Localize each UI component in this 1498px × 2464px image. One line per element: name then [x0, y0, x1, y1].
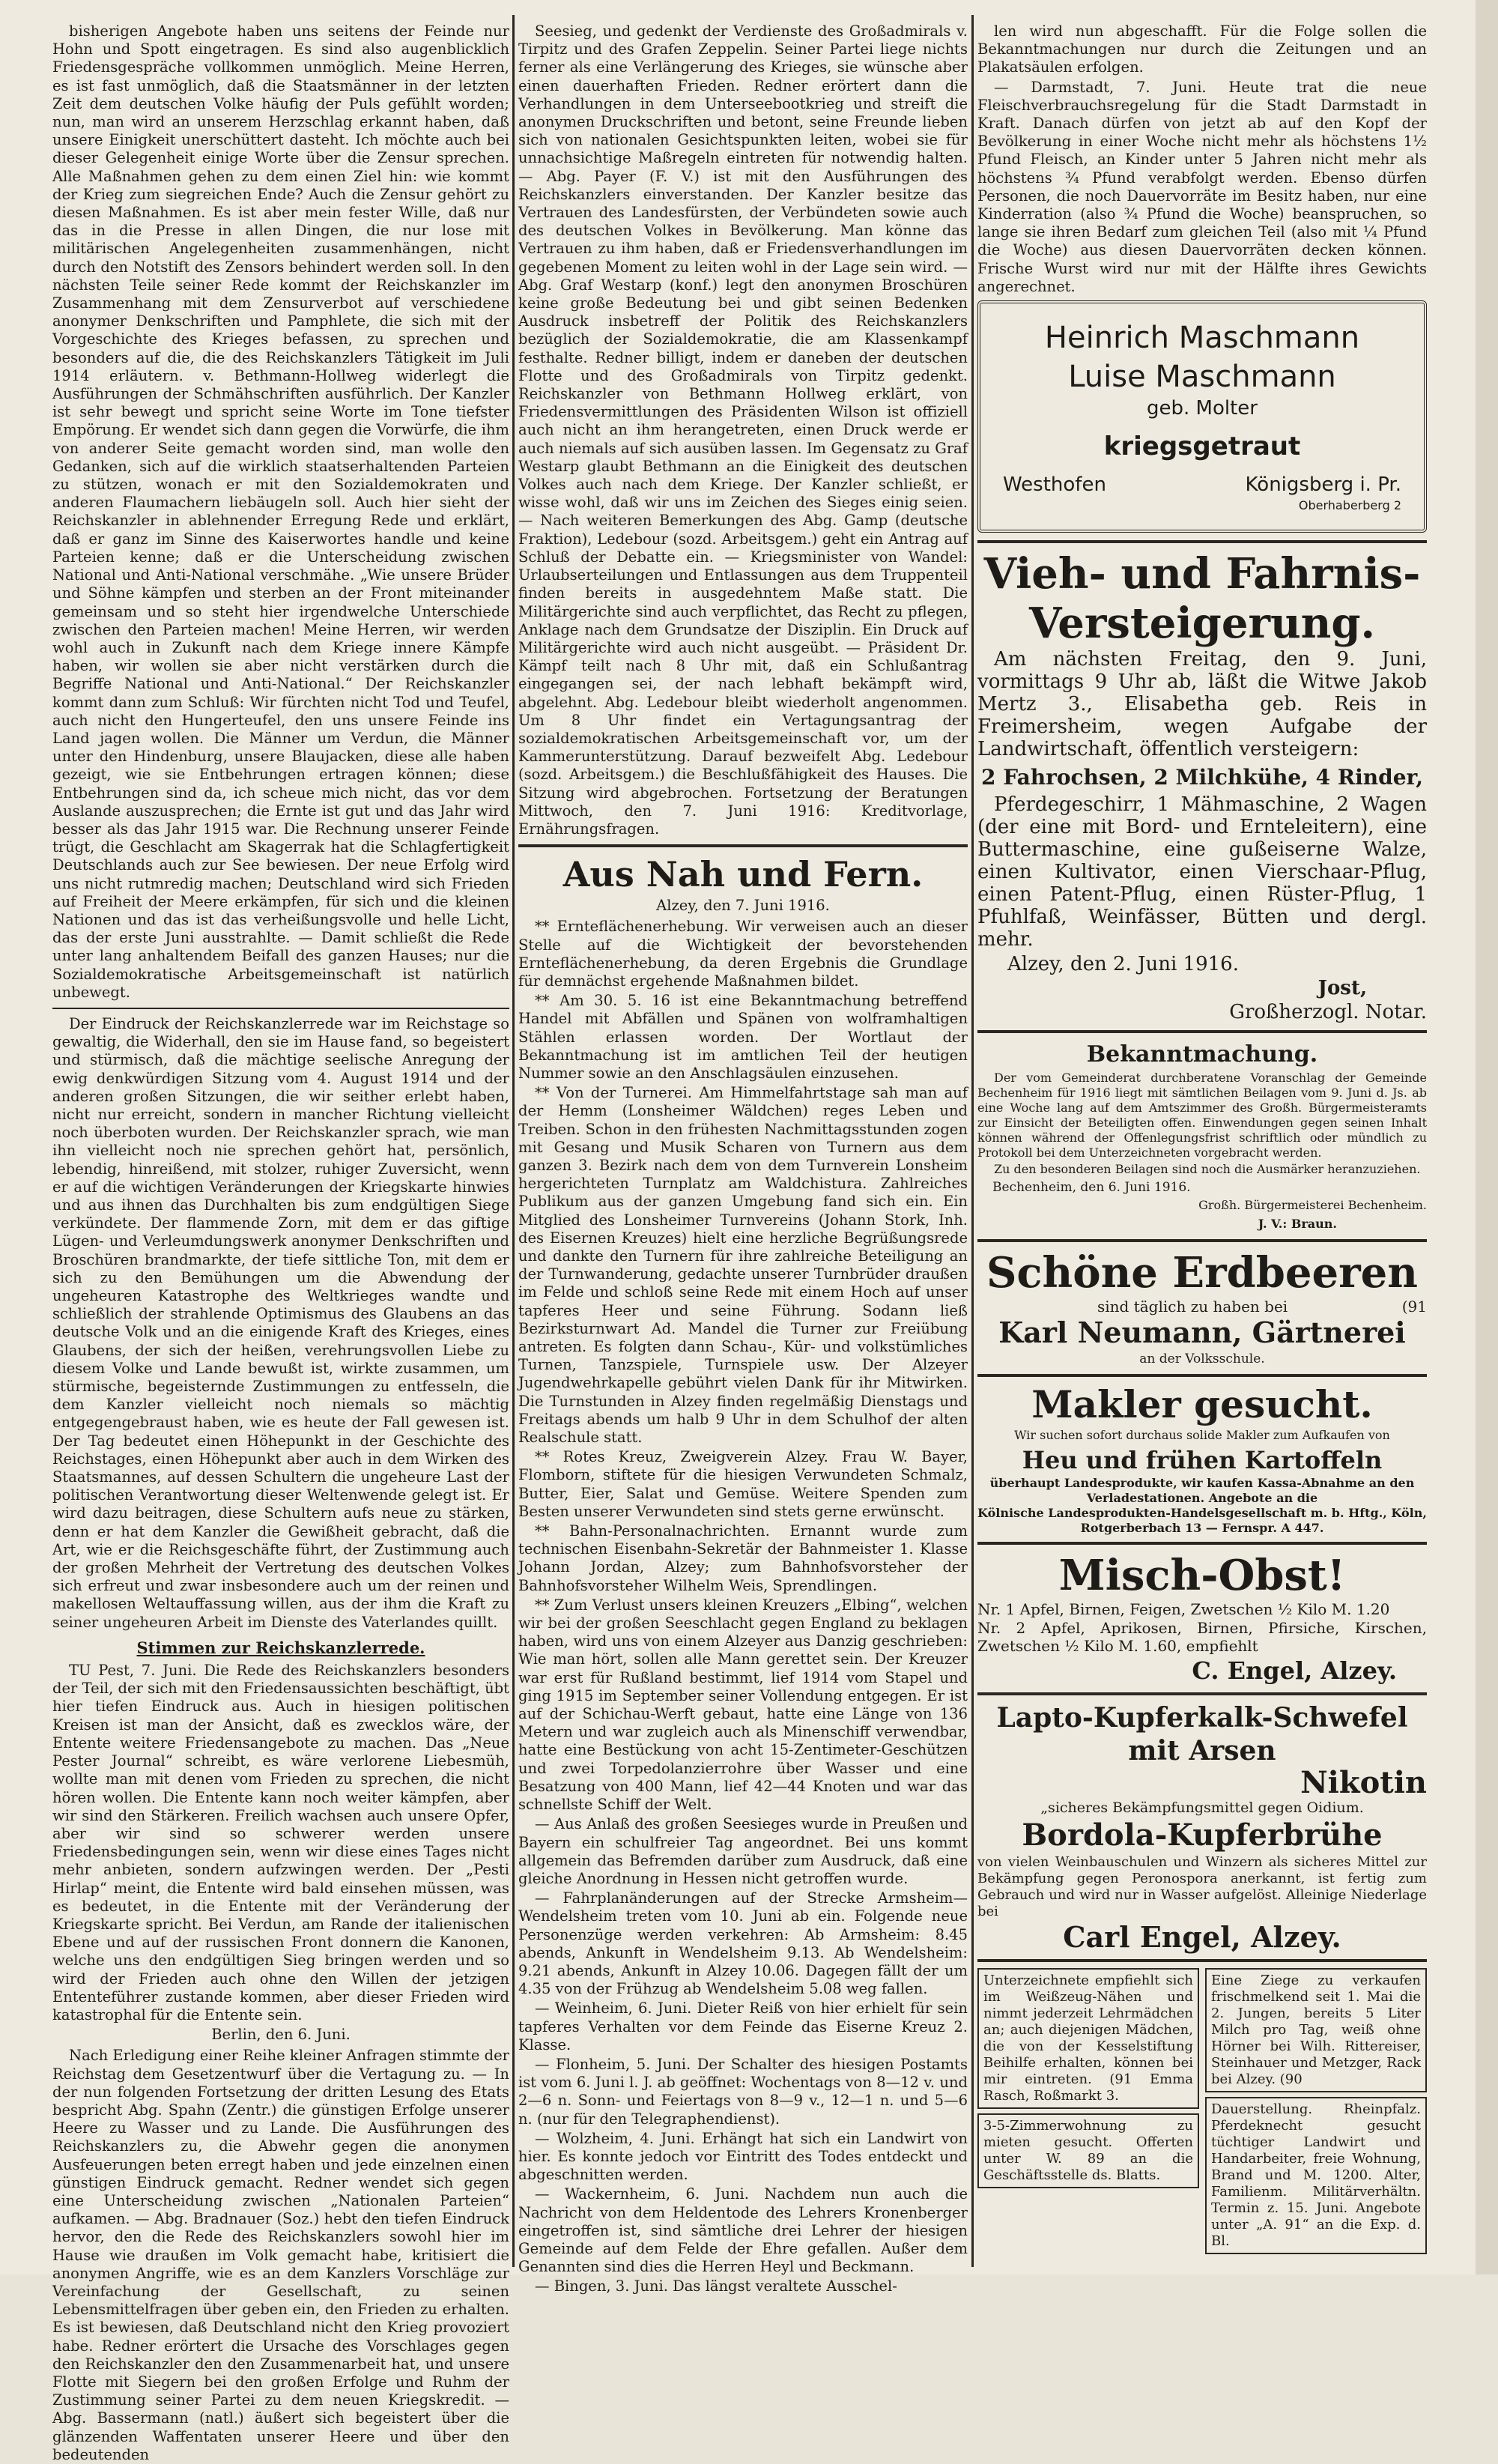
divider	[977, 1959, 1427, 1962]
seller-name: Carl Engel, Alzey.	[1063, 1920, 1341, 1955]
article-text: Seesieg, und gedenkt der Verdienste des Großadmirals v. Tirpitz und des Grafen Zeppelin. Seiner Partei liege nichts ferner als eine Verlängerung des Krieges, sie wünsche aber einen dauerhaften Frieden. Redner erörtert dann die Verhandlungen in dem Unterseebootkrieg und streift die anonymen Druckschriften und betont, seine Freunde lieben sich von nationalen Gesichtspunkten leiten, wobei sie für unnachsichtige Maßregeln eintreten für notwendig halten. — Abg. Payer (F. V.) ist mit den Ausführungen des Reichskanzlers einverstanden. Der Kanzler besitze das Vertrauen des Landesfürsten, der Verbündeten sowie auch des deutschen Volkes in Bevölkerung. Man könne das Vertrauen zu ihm haben, daß er Friedensverhandlungen im gegebenen Moment zu leiten wohl in der Lage sein wird. — Abg. Graf Westarp (konf.) legt den anonymen Broschüren keine große Bedeutung bei und gibt seinen Bedenken Ausdruck insbetreff der Politik des Reichskanzlers bezüglich der Sozialdemokratie, die am Klassenkampf festhalte. Redner billigt, indem er daneben der deutschen Flotte und des Großadmirals von Tirpitz gedenkt. Reichskanzler von Bethmann Hollweg erklärt, von Friedensvermittlungen des Präsidenten Wilson ist offiziell auch nicht an ihm herangetreten, einen Druck werde er auch niemals auf sich ausüben lassen. Im Gegensatz zu Graf Westarp glaubt Bethmann an die Einigkeit des deutschen Volkes auch nach dem Kriege. Der Kanzler schließt, er wisse wohl, daß wir uns im Zeichen des Sieges einig seien. — Nach weiteren Bemerkungen des Abg. Gamp (deutsche Fraktion), Ledebour (sozd. Arbeitsgem.) geht ein Antrag auf Schluß der Debatte ein. — Kriegsminister von Wandel: Urlaubserteilungen und Entlassungen aus dem Truppenteil finden bereits in ausgedehntem Maße statt. Die Militärgerichte sind auch verpflichtet, das Recht zu pflegen, Anklage nach dem Grundsatze der Disziplin. Ein Druck auf Militärgerichte wird auch nicht ausgeübt. — Präsident Dr. Kämpf teilt nach 8 Uhr mit, daß ein Schlußantrag eingegangen sei, der nach lebhaft bekämpft wird, abgelehnt. Abg. Ledebour bleibt wiederholt angenommen. Um 8 Uhr findet ein Vertagungsantrag der sozialdemokratischen Arbeitsgemeinschaft vor, um der Kammerunterstützung. Darauf bezweifelt Abg. Ledebour (sozd. Arbeitsgem.) die Beschlußfähigkeit des Hauses. Die Sitzung wird abgebrochen. Fortsetzung der Beratungen Mittwoch, den 7. Juni 1916: Kreditvorlage, Ernährungsfragen.	[518, 22, 968, 838]
divider	[977, 1692, 1427, 1695]
broker-title: Makler gesucht.	[1031, 1382, 1373, 1427]
news-item: — Weinheim, 6. Juni. Dieter Reiß von hier erhielt für sein tapferes Verhalten vor dem Feinde das Eiserne Kreuz 2. Klasse.	[518, 2000, 968, 2053]
column-rule	[512, 15, 515, 2267]
ad-reference: (91	[1401, 1297, 1427, 1316]
news-item: — Bingen, 3. Juni. Das längst veraltete Ausschel-	[535, 2277, 897, 2295]
broker-company: Kölnische Landesprodukten-Handelsgesellschaft m. b. Hftg., Köln, Rotgerberbach 13 — Fernspr. A 447.	[977, 1506, 1427, 1536]
groom-name: Heinrich Maschmann	[1044, 321, 1360, 356]
place-right: Königsberg i. Pr.	[1245, 473, 1401, 497]
news-item: — Fahrplanänderungen auf der Strecke Armsheim—Wendelsheim treten vom 10. Juni ab ein. Folgende neue Personenzüge werden verkehren: Ab Armsheim: 8.45 abends, Ankunft in Wendelsheim 9.13. Ab Wendelsheim: 9.21 abends, Ankunft in Alzey 10.06. Dagegen fällt der um 4.35 von der Frühzug ab Wendelsheim 5.08 weg fallen.	[518, 1889, 968, 1998]
auction-ad	[977, 549, 1427, 1024]
divider	[977, 1030, 1427, 1033]
article-text: TU Pest, 7. Juni. Die Rede des Reichskanzlers besonders der Teil, der sich mit den Friedensaussichten beschäftigt, übt hier tiefen Eindruck aus. Auch in hiesigen politischen Kreisen ist man der Ansicht, daß es zwecklos wäre, der Entente weitere Friedensangebote zu machen. Das „Neue Pester Journal“ schreibt, es wäre verlorene Liebesmüh, wollte man mit denen vom Frieden zu sprechen, die nicht hören wollen. Die Entente kann noch weiter kämpfen, aber wir sind den Stärkeren. Freilich wachsen auch unsere Opfer, aber wir sind so schwerer werden unsere Friedensbedingungen sein, wenn wir diese eines Tages nicht mehr anbieten, sondern aufzwingen werden. Der „Pesti Hirlap“ meint, die Entente wird bald einsehen müssen, was es bedeutet, in die Entente mit der Veränderung der Kriegskarte spricht. Bei Verdun, am Rande der italienischen Ebene und auf der russischen Front donnern die Kanonen, welche uns den endgültigen Sieg bringen werden und so wird der Frieden auch ohne den Willen der jetzigen Ententeführer zustande kommen, aber dieser Frieden wird katastrophal für die Entente sein.	[52, 1662, 509, 2023]
dateline: Berlin, den 6. Juni.	[211, 2026, 351, 2044]
gardener-name: Karl Neumann, Gärtnerei	[998, 1316, 1406, 1350]
article-heading: Stimmen zur Reichskanzlerrede.	[136, 1638, 425, 1657]
news-item: — Wolzheim, 4. Juni. Erhängt hat sich ein Landwirt von hier. Es konnte jedoch vor Eintritt des Todes entdeckt und abgeschnitten werden.	[518, 2129, 968, 2184]
wedding-places	[1003, 473, 1401, 497]
notice-title: Bekanntmachung.	[1086, 1041, 1318, 1068]
gardener-address: an der Volksschule.	[1139, 1351, 1265, 1367]
divider	[977, 1374, 1427, 1377]
news-item: — Flonheim, 5. Juni. Der Schalter des hiesigen Postamts ist vom 6. Juni l. J. ab geöffnet: Wochentags von 8—12 v. und 2—6 n. Sonn- und Feiertags von 8—9 v., 12—1 n. und 5—6 n. (nur für den Telegraphendienst).	[518, 2055, 968, 2128]
product-line: „sicheres Bekämpfungsmittel gegen Oidium.	[1040, 1799, 1364, 1817]
product-title: Lapto-Kupferkalk-Schwefel mit Arsen	[996, 1702, 1408, 1767]
notice-office: Großh. Bürgermeisterei Bechenheim.	[1198, 1198, 1427, 1213]
bride-maiden-name: geb. Molter	[1147, 397, 1258, 420]
place-left: Westhofen	[1003, 473, 1106, 497]
goat-ad: Eine Ziege zu verkaufen frischmelkend seit 1. Mai die 2. Jungen, bereits 5 Liter Milch pro Tag, weiß ohne Hörner bei Wilh. Rittereiser, Steinhauer und Metzger, Rack bei Alzey. (90	[1205, 1968, 1427, 2092]
notice-note: Zu den besonderen Beilagen sind noch die Ausmärker heranzuziehen.	[994, 1162, 1421, 1177]
article-text: Nach Erledigung einer Reihe kleiner Anfragen stimmte der Reichstag dem Gesetzentwurf über die Vertagung zu. — In der nun folgenden Fortsetzung der dritten Lesung des Etats bespricht Abg. Spahn (Zentr.) die günstigen Erfolge unserer Heere zu Wasser und zu Lande. Die Ausführungen des Reichskanzlers zu, die Abwehr gegen die anonymen Ausfeuerungen beten erregt haben und jede einzelnen einen günstigen Eindruck gemacht. Redner wendet sich gegen eine Unterscheidung zwischen „Nationalen Parteien“ aufkamen. — Abg. Bradnauer (Soz.) hebt den tiefen Eindruck hervor, den die Rede des Reichskanzlers sowohl hier im Hause wie draußen im Volk gemacht habe, kritisiert die anonymen Angriffe, wie es an dem Kanzlers Vorschläge zur Vereinfachung der Gesellschaft, zu seinen Lebensmittelfragen über geben ein, den Frieden zu erhalten. Es ist bewiesen, daß Deutschland nicht den Krieg provoziert habe. Redner erörtert die Ursache des Vorschlages gegen den Reichskanzler den den Zusammenarbeit hat, und unsere Flotte mit Siegern bei den großen Erfolge und Ruhm der Zustimmung seiner Partei zu dem neuen Kriegskredit. — Abg. Bassermann (natl.) äußert sich begeistert über die glänzenden Waffentaten unserer Heere und über den bedeutenden	[52, 2047, 509, 2463]
section-title: Aus Nah und Fern.	[562, 854, 924, 895]
product-line: von vielen Weinbauschulen und Winzern als sicheres Mittel zur Bekämpfung gegen Peronospora anerkannt, ist fertig zum Gebrauch und wird nur in Wasser aufgelöst. Alleinige Niederlage bei	[977, 1854, 1427, 1920]
news-item: ** Von der Turnerei. Am Himmelfahrtstage sah man auf der Hemm (Lonsheimer Wäldchen) reges Leben und Treiben. Schon in den frühesten Nachmittagsstunden zogen mit Gesang und Musik Scharen von Turnern aus dem ganzen 3. Bezirk nach dem von dem Turnverein Lonsheim hergerichteten Turnplatz am Waldchistura. Zahlreiches Publikum aus der ganzen Umgebung fand sich ein. Ein Mitglied des Lonsheimer Turnvereins (Johann Stork, Inh. des Eisernen Kreuzes) hielt eine herzliche Begrüßungsrede und dankte den Turnern für ihre zahlreiche Beteiligung an der Turnwanderung, gedachte unserer Turnbrüder draußen im Felde und schloß seine Rede mit einem Hoch auf unser tapferes Heer und seine Führung. Sodann ließ Bezirksturnwart Ad. Mandel die Turner zur Freiübung antreten. Es folgten dann Schau-, Kür- und volkstümliches Turnen, Tanzspiele, Turnspiele usw. Der Alzeyer Jugendwehrkapelle gebührt vielen Dank für ihr Mitwirken. Die Turnstunden in Alzey finden regelmäßig Dienstags und Freitags abends um halb 9 Uhr in dem Schulhof der alten Realschule statt.	[518, 1084, 968, 1447]
column-1	[52, 22, 509, 2463]
broker-ad	[977, 1383, 1427, 1536]
strawberry-ad	[977, 1248, 1427, 1368]
news-item: ** Rotes Kreuz, Zweigverein Alzey. Frau W. Bayer, Flomborn, stiftete für die hiesigen Verwundeten Schmalz, Butter, Eier, Salat und Gemüse. Weitere Spenden zum Besten unserer Verwundeten sind stets gerne erwünscht.	[518, 1448, 968, 1520]
product-title: Bordola-Kupferbrühe	[1022, 1817, 1383, 1853]
wedding-announcement	[977, 300, 1427, 533]
strawberry-line: sind täglich zu haben bei	[1097, 1297, 1288, 1316]
auction-title-2: Versteigerung.	[1028, 599, 1376, 649]
article-text: Der Eindruck der Reichskanzlerrede war im Reichstage so gewaltig, die Widerhall, den sie im Hause fand, so begeistert und stürmisch, daß die mächtige seelische Anregung der ewig denkwürdigen Sitzung vom 4. August 1914 und der anderen großen Sitzungen, die wir seither erlebt haben, nicht nur erreicht, sondern in mancher Richtung vielleicht noch überboten wurden. Der Reichskanzler sprach, wie man ihn vielleicht noch nie sprechen gehört hat, persönlich, lebendig, hinreißend, mit stolzer, ruhiger Zuversicht, wenn er auf die wichtigen Veränderungen der Kriegskarte hinwies und aus ihnen das Durchhalten bis zum endgültigen Siege verkündete. Der flammende Zorn, mit dem er das giftige Lügen- und Verleumdungswerk anonymer Denkschriften und Broschüren brandmarkte, der tiefe sittliche Ton, mit dem er sich zu den Bemühungen um die Abwendung der ungeheuren Katastrophe des Weltkrieges wandte und schließlich der strahlende Optimismus des Glaubens an das deutsche Volk und an die einigende Kraft des Krieges, eines Glaubens, der sich der heißen, verehrungsvollen Liebe zu diesem Volke und Lande bewußt ist, wirkte zusammen, um stürmische, begeisternde Zustimmungen zu entfesseln, die dem Kanzler vielleicht noch niemals so mächtig entgegengebraust haben, wie es heute der Fall gewesen ist. Der Tag bedeutet einen Höhepunkt in der Geschichte des Reichstages, einen Höhepunkt aber auch in dem Wirken des Staatsmannes, auf dessen Schultern die ungeheure Last der politischen Verantwortung dieser Weltenwende gelegt ist. Er wird dazu beitragen, diese Schultern aufs neue zu stärken, denn er hat dem Kanzler die Gewißheit gebracht, daß die Art, wie er die Reichsgeschäfte führt, der Zustimmung auch der großen Mehrheit der Vertretung des deutschen Volkes sich erfreut und zwar insbesondere auch um der reinen und makellosen Weltauffassung willen, aus der ihm die Kraft zu seiner ungeheuren Arbeit im Dienste des Vaterlandes quillt.	[52, 1014, 509, 1631]
news-item: ** Ernteflächenerhebung. Wir verweisen auch an dieser Stelle auf die Wichtigkeit der bevorstehenden Ernteflächenerhebung, da deren Ergebnis die Grundlage für demnächst ergehende Maßnahmen bildet.	[518, 918, 968, 990]
news-item: — Aus Anlaß des großen Seesieges wurde in Preußen und Bayern ein schulfreier Tag angeordnet. Bei uns kommt allgemein das Befremden darüber zum Ausdruck, daß eine gleiche Anordnung in Hessen nicht getroffen wurde.	[518, 1815, 968, 1887]
article-text: len wird nun abgeschafft. Für die Folge sollen die Bekanntmachungen nur durch die Zeitungen und an Plakatsäulen erfolgen.	[977, 22, 1427, 76]
news-item: ** Zum Verlust unsers kleinen Kreuzers „Elbing“, welchen wir bei der großen Seeschlacht gegen England zu beklagen haben, wird uns von einem Alzeyer aus Danzig geschrieben: Wie man hört, sollen alle Mann gerettet sein. Der Kreuzer war erst für Rußland bestimmt, lief 1914 vom Stapel und ging 1915 im September seiner Vollendung entgegen. Er ist auf der Schichau-Werft gebaut, hatte eine Länge von 136 Metern und war zugleich auch als Minenschiff verwendbar, hatte eine Bestückung von acht 15-Zentimeter-Geschützen und zwei Torpedolanzierrohre über Wasser und eine Besatzung von 400 Mann, lief 42—44 Knoten und war das schnellste Schiff der Welt.	[518, 1596, 968, 1814]
news-item: ** Am 30. 5. 16 ist eine Bekanntmachung betreffend Handel mit Abfällen und Spänen von wolframhaltigen Stählen erlassen worden. Der Wortlaut der Bekanntmachung ist im amtlichen Teil der heutigen Nummer sowie an den Anschlagsäulen einzusehen.	[518, 992, 968, 1082]
broker-line: Wir suchen sofort durchaus solide Makler zum Aufkaufen von	[1014, 1428, 1390, 1443]
dateline: Alzey, den 7. Juni 1916.	[656, 897, 830, 915]
divider	[977, 540, 1427, 543]
divider	[977, 1542, 1427, 1545]
copper-spray-ad	[977, 1701, 1427, 1953]
column-2	[518, 22, 968, 2295]
divider	[52, 1008, 509, 1009]
mixed-fruit-ad	[977, 1551, 1427, 1686]
classified-right	[1205, 1968, 1427, 2256]
strawberry-title: Schöne Erdbeeren	[986, 1247, 1419, 1298]
notice-signer: J. V.: Braun.	[1258, 1216, 1337, 1231]
seller-name: C. Engel, Alzey.	[1192, 1656, 1397, 1686]
flat-wanted-ad: 3-5-Zimmerwohnung zu mieten gesucht. Offerten unter W. 89 an die Geschäftsstelle ds. Blatts.	[977, 2113, 1199, 2188]
mixed-fruit-title: Misch-Obst!	[1058, 1551, 1346, 1601]
column-3	[977, 22, 1427, 2259]
seamstress-ad: Unterzeichnete empfiehlt sich im Weißzeug-Nähen und nimmt jederzeit Lehrmädchen an; auch diejenigen Mädchen, die von der Kesselstiftung Beihilfe erhalten, können bei mir eintreten. (91 Emma Rasch, Roßmarkt 3.	[977, 1968, 1199, 2109]
price-line: Nr. 2 Apfel, Aprikosen, Birnen, Pfirsiche, Kirschen, Zwetschen ½ Kilo M. 1.60, empfiehlt	[977, 1618, 1427, 1655]
divider	[518, 844, 968, 847]
broker-goods: Heu und frühen Kartoffeln	[1022, 1446, 1383, 1475]
notice-date: Bechenheim, den 6. Juni 1916.	[992, 1180, 1191, 1196]
auction-body: Pferdegeschirr, 1 Mähmaschine, 2 Wagen (der eine mit Bord- und Ernteleitern), eine Buttermaschine, eine gußeiserne Walze, einen Kultivator, einen Vierschaar-Pflug, einen Patent-Pflug, einen Rüster-Pflug, 1 Pfuhlfaß, Weinfässer, Bütten und dergl. mehr.	[977, 793, 1427, 951]
bride-name: Luise Maschmann	[1068, 360, 1336, 395]
classified-left	[977, 1968, 1199, 2256]
auction-body: Am nächsten Freitag, den 9. Juni, vormittags 9 Uhr ab, läßt die Witwe Jakob Mertz 3., Elisabetha geb. Reis in Freimersheim, wegen Aufgabe der Landwirtschaft, öffentlich versteigern:	[977, 648, 1427, 761]
news-item: — Wackernheim, 6. Juni. Nachdem nun auch die Nachricht von dem Heldentode des Lehrers Kronenberger eingetroffen ist, sind sämtliche drei Lehrer der hiesigen Gemeinde auf dem Felde der Ehre gefallen. Außer dem Genannten sind dies die Herren Heyl und Beckmann.	[518, 2185, 968, 2276]
address: Oberhaberberg 2	[1298, 498, 1401, 513]
auction-items: 2 Fahrochsen, 2 Milchkühe, 4 Rinder,	[980, 765, 1424, 790]
broker-line: überhaupt Landesprodukte, wir kaufen Kassa-Abnahme an den Verladestationen. Angebote an die	[989, 1476, 1415, 1506]
news-item: — Darmstadt, 7. Juni. Heute trat die neue Fleischverbrauchsregelung für die Stadt Darmstadt in Kraft. Danach dürfen von jetzt ab auf den Kopf der Bevölkerung in einer Woche nicht mehr als höchstens 1½ Pfund Fleisch, an Kinder unter 5 Jahren nicht mehr als höchstens ¾ Pfund verabfolgt werden. Ebenso dürfen Personen, die noch Dauervorräte im Besitz haben, nur eine Kinderration (also ¾ Pfund die Woche) beanspruchen, so lange sie ihren Bedarf zum gleichen Teil (also mit ¼ Pfund die Woche) aus diesen Dauervorräten decken können. Frische Wurst wird nur mit der Hälfte ihres Gewichts angerechnet.	[977, 78, 1427, 295]
divider	[977, 1239, 1427, 1242]
groom-wanted-ad: Dauerstellung. Rheinpfalz. Pferdeknecht gesucht tüchtiger Landwirt und Handarbeiter, freie Wohnung, Brand und M. 1200. Alter, Familienm. Militärverhältn. Termin z. 15. Juni. Angebote unter „A. 91“ an die Exp. d. Bl.	[1205, 2097, 1427, 2254]
column-rule	[971, 15, 974, 2267]
classified-ads	[977, 1968, 1427, 2256]
page-edge	[1476, 0, 1498, 2274]
auction-title-1: Vieh- und Fahrnis-	[983, 549, 1421, 599]
notary-name: Jost,	[1317, 977, 1367, 1000]
public-notice	[977, 1039, 1427, 1233]
news-item: ** Bahn-Personalnachrichten. Ernannt wurde zum technischen Eisenbahn-Sekretär der Bahnmeister 1. Klasse Johann Jordan, Alzey; zum Bahnhofsvorsteher der Bahnhofsvorsteher Wilhelm Weis, Sprendlingen.	[518, 1522, 968, 1594]
wedding-title: kriegsgetraut	[1103, 432, 1301, 462]
product-title: Nikotin	[1300, 1765, 1427, 1801]
article-text: bisherigen Angebote haben uns seitens der Feinde nur Hohn und Spott eingetragen. Es sind also augenblicklich Friedensgespräche vollkommen unmöglich. Meine Herren, es ist fast unmöglich, daß die Staatsmänner in der letzten Zeit dem deutschen Volke häufig der Puls gefühlt worden; nun, man wird an unserem Herzschlag erkannt haben, daß unsere Einigkeit unerschüttert dasteht. Ich möchte auch bei dieser Gelegenheit einige Worte über die Zensur sprechen. Alle Maßnahmen gehen zu dem einen Ziel hin: wie kommt der Krieg zum siegreichen Ende? Auch die Zensur gehört zu diesen Maßnahmen. Es ist aber mein fester Wille, daß nur das in die Presse in allen Dingen, die nur lose mit militärischen Angelegenheiten zusammenhängen, nicht durch den Notstift des Zensors behindert werden soll. In den nächsten Teile seiner Rede kommt der Reichskanzler im Zusammenhang mit dem Zensurverbot auf verschiedene anonymer Denkschriften und Pamphlete, die sich mit der Vorgeschichte des Krieges befassen, zu sprechen und besonders auf die, die des Reichskanzlers Tätigkeit im Juli 1914 erläutern. v. Bethmann-Hollweg widerlegt die Ausführungen der Schmähschriften ausführlich. Der Kanzler ist sehr bewegt und spricht seine Worte im Tone tiefster Empörung. Er wendet sich dann gegen die Vorwürfe, die ihm von anderer Seite gemacht worden sind, man wolle den Gedanken, sich auf die wirklich staatserhaltenden Parteien zu stützen, wonach er mit den Sozialdemokraten und anderen Flaumachern liebäugeln soll. Auch hier sieht der Reichskanzler in ablehnender Erregung Rede und erklärt, daß er ganz im Sinne des Kaiserwortes handle und keine Parteien kenne; daß er die Unterscheidung zwischen National und Anti-National verschmähe. „Wie unsere Brüder und Söhne kämpfen und sterben an der Front miteinander gemeinsam und so steht hier irgendwelche Unterschiede zwischen den Parteien machen! Meine Herren, wir werden wohl auch in Zukunft nach dem Kriege innere Kämpfe haben, wir wollen sie aber nicht verstärken durch die Begriffe National und Anti-National.“ Der Reichskanzler kommt dann zum Schluß: Wir fürchten nicht Tod und Teufel, auch nicht den Hungerteufel, den uns unsere Feinde ins Land jagen wollen. Die Männer um Verdun, die Männer unter den Hindenburg, unsere Blaujacken, diese alle haben gezeigt, wie sie Entbehrungen ertragen können; diese Entbehrungen sind da, ich scheue mich nicht, das vor dem Auslande auszusprechen; die Ernte ist gut und das Jahr wird besser als das Jahr 1915 war. Die Rechnung unserer Feinde trügt, die Geschlacht am Skagerrak hat die Schlagfertigkeit Deutschlands auch zur See bewiesen. Der neue Erfolg wird uns nicht rutmredig machen; Deutschland wird sich Frieden auf Freiheit der Meere erkämpfen, für sich und die kleinen Nationen und das ist das verheißungsvolle und helle Licht, das der erste Juni ausstrahlte. — Damit schließt die Rede unter lang anhaltendem Beifall des ganzen Hauses; nur die Sozialdemokratische Arbeitsgemeinschaft ist natürlich unbewegt.	[52, 22, 509, 1001]
notary-title: Großherzogl. Notar.	[1229, 1001, 1427, 1024]
price-line: Nr. 1 Apfel, Birnen, Feigen, Zwetschen ½ Kilo M. 1.20	[977, 1600, 1390, 1619]
notice-body: Der vom Gemeinderat durchberatene Voranschlag der Gemeinde Bechenheim für 1916 liegt mit sämtlichen Beilagen vom 9. Juni d. Js. ab eine Woche lang auf dem Amtszimmer des Großh. Bürgermeisteramts zur Einsicht der Beteiligten offen. Einwendungen gegen seinen Inhalt können während der Offenlegungsfrist schriftlich oder mündlich zu Protokoll bei dem Unterzeichneten vorgebracht werden.	[977, 1071, 1427, 1160]
auction-date: Alzey, den 2. Juni 1916.	[1007, 953, 1239, 976]
